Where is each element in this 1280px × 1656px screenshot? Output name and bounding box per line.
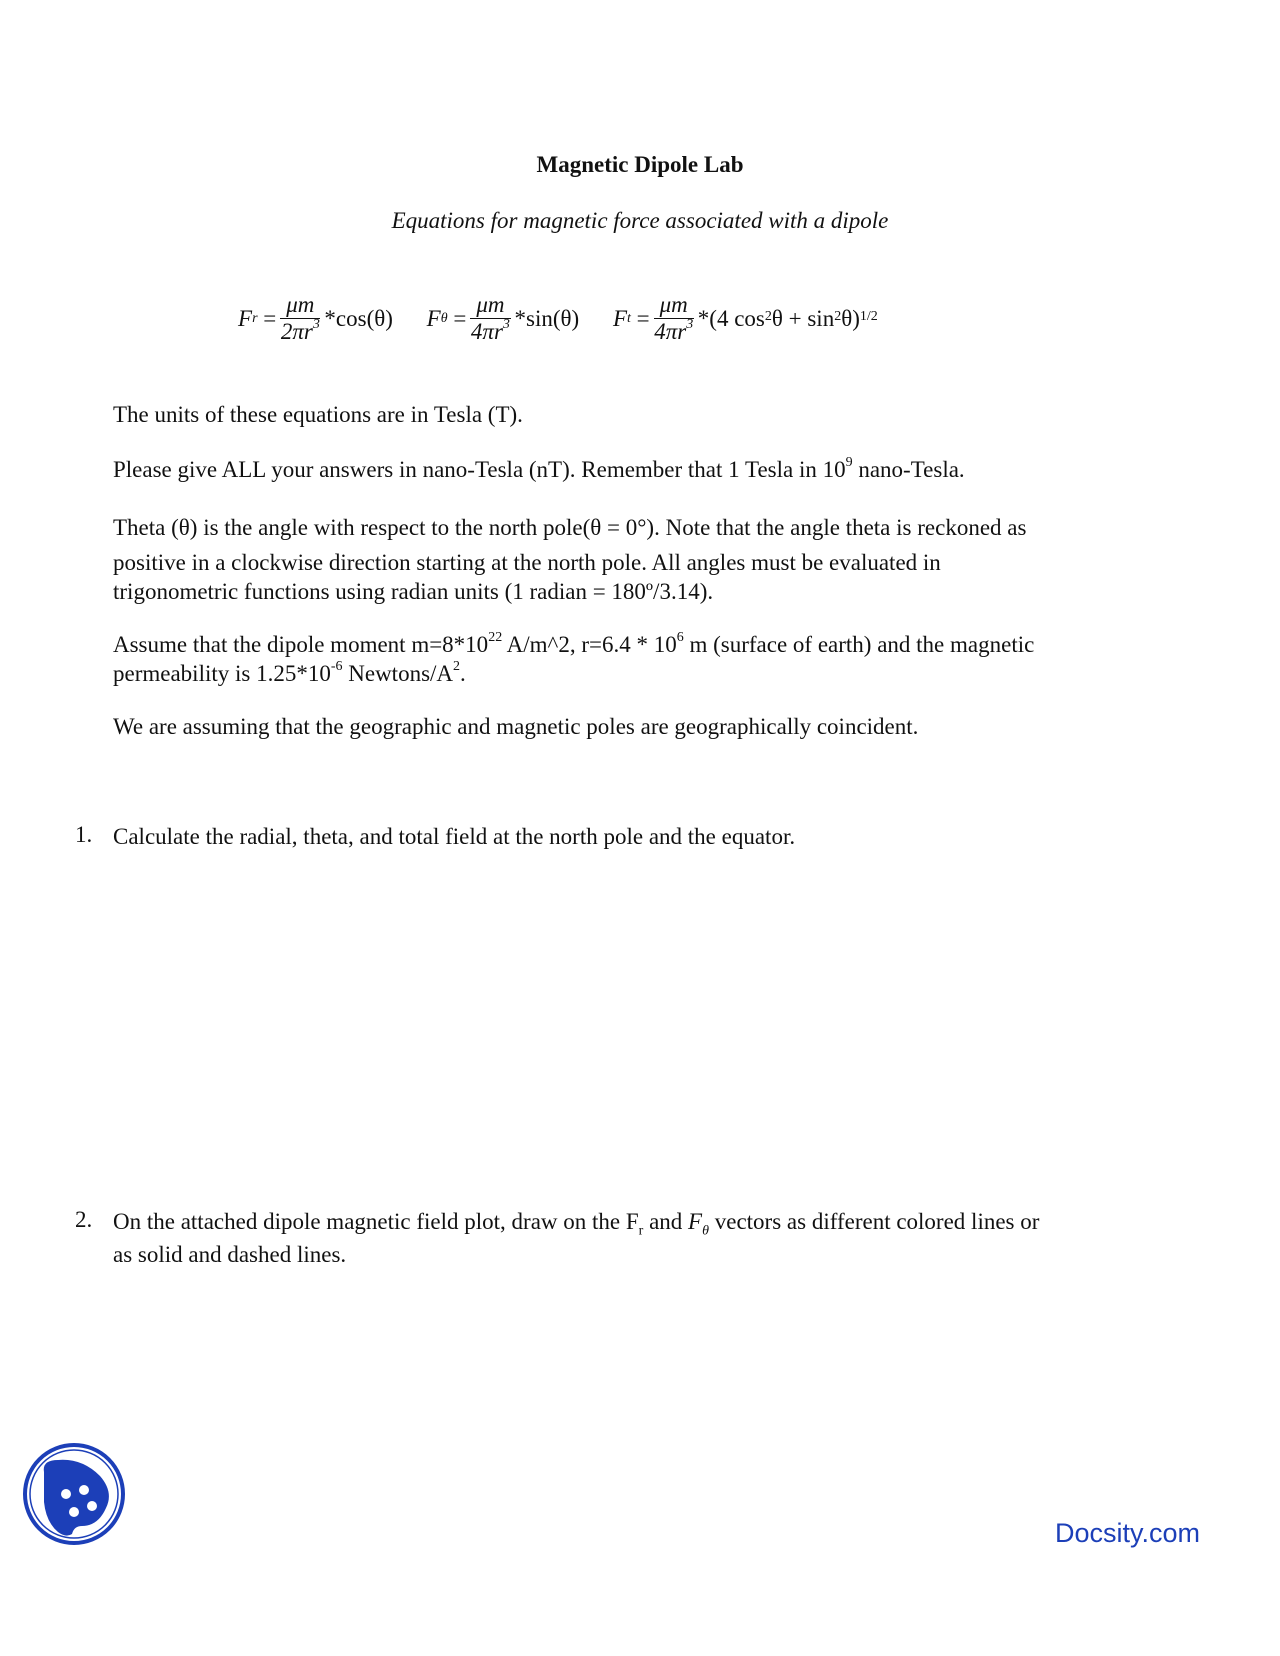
- page-subtitle: Equations for magnetic force associated with a dipole: [391, 208, 889, 233]
- question-2-number: 2.: [75, 1207, 93, 1232]
- equation-theta: F θ = $\frac{\mu m}{4\pi r^3}$ *sin(θ): [426, 292, 580, 344]
- docsity-brand-link[interactable]: Docsity.com: [1054, 1518, 1200, 1548]
- poles-paragraph: We are assuming that the geographic and magnetic poles are geographically coincident.: [113, 714, 919, 739]
- equation-total: F t = $\frac{\mu m}{4\pi r^3}$ *(4 cos $^2$ θ + sin $^2$ θ) $^{1/2}$: [612, 292, 878, 344]
- units-paragraph: The units of these equations are in Tesla (T).: [113, 402, 523, 427]
- docsity-logo-icon: [22, 1442, 126, 1546]
- equations-row: [238, 292, 906, 362]
- page-title: Magnetic Dipole Lab: [536, 152, 744, 177]
- nano-paragraph: Please give ALL your answers in nano-Tesla (nT). Remember that 1 Tesla in $10^9$ nano-Tesla.: [113, 455, 965, 482]
- question-1-text: Calculate the radial, theta, and total field at the north pole and the equator.: [113, 824, 796, 849]
- equation-radial: F r = $\frac{\mu m}{2\pi r^3}$ *cos(θ): [238, 292, 393, 344]
- theta-paragraph: Theta (θ) is the angle with respect to the north pole(θ = 0°). Note that the angle theta is reckoned as positive in a clockwise direction starting at the north pole. All angles must be evaluated in trigonometric functions using radian units (1 radian = 180º/3.14).: [113, 515, 1027, 604]
- assume-paragraph: Assume that the dipole moment $m=8*10^{22}$ A/m^2, $r=6.4 * 10^6$ m (surface of earth) and the magnetic permeability is $1.25*10^{-6}$ Newtons/$A^2$.: [113, 630, 1035, 686]
- fraction: $\frac{\mu m}{4\pi r^3}$: [654, 292, 694, 344]
- fraction: $\frac{\mu m}{4\pi r^3}$: [470, 292, 510, 344]
- question-2-text: On the attached dipole magnetic field plot, draw on the $F_r$ and $F_\theta$ vectors as different colored lines or as solid and dashed lines.: [113, 1209, 1040, 1267]
- question-1-number: 1.: [75, 822, 93, 847]
- fraction: $\frac{\mu m}{2\pi r^3}$: [280, 292, 320, 344]
